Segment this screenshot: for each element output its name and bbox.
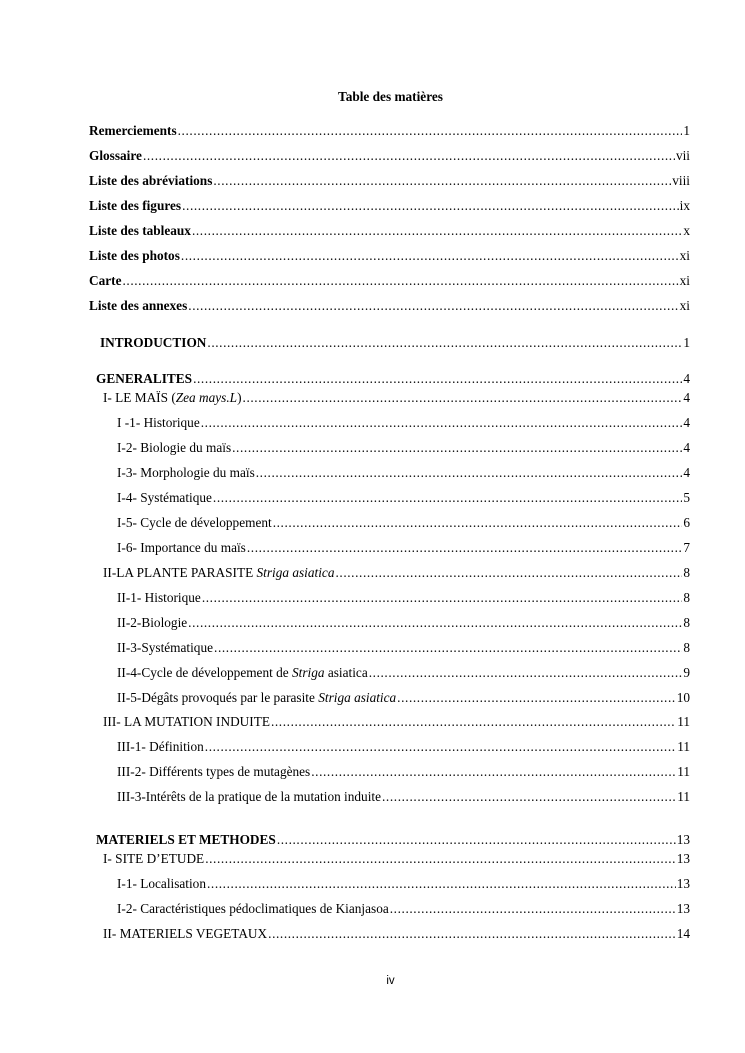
- entry-label: I- LE MAÏS (: [103, 390, 176, 405]
- toc-entry[interactable]: [89, 297, 690, 315]
- entry-label: II-4-Cycle de développement de: [117, 665, 293, 680]
- entry-label: I- SITE D’ETUDE: [103, 851, 205, 866]
- entry-page: 4: [683, 371, 690, 386]
- leader-dots: [268, 925, 676, 943]
- entry-label-after: asiatica: [324, 665, 368, 680]
- entry-label: I-6- Importance du maïs: [117, 540, 246, 555]
- entry-page: 4: [683, 390, 690, 405]
- entry-page: vii: [675, 148, 690, 163]
- toc-entry[interactable]: [89, 272, 690, 290]
- toc-entry[interactable]: [117, 900, 690, 918]
- leader-dots: [205, 738, 676, 756]
- toc-entry[interactable]: [117, 788, 690, 806]
- leader-dots: [182, 197, 679, 215]
- leader-dots: [188, 614, 682, 632]
- toc-entry[interactable]: [89, 247, 690, 265]
- entry-label: INTRODUCTION: [100, 335, 207, 350]
- entry-italic: Striga asiatica: [318, 690, 397, 705]
- entry-page: viii: [672, 173, 690, 188]
- entry-label-after: ): [237, 390, 242, 405]
- leader-dots: [205, 850, 676, 868]
- leader-dots: [243, 389, 683, 407]
- toc-entry[interactable]: [103, 713, 690, 731]
- toc-entry[interactable]: [96, 370, 690, 388]
- entry-page: 4: [683, 440, 690, 455]
- entry-label: III- LA MUTATION INDUITE: [103, 714, 270, 729]
- leader-dots: [214, 639, 682, 657]
- entry-label: III-2- Différents types de mutagènes: [117, 764, 311, 779]
- toc-entry[interactable]: [89, 197, 690, 215]
- entry-label: I-5- Cycle de développement: [117, 515, 272, 530]
- leader-dots: [181, 247, 679, 265]
- entry-label: I -1- Historique: [117, 415, 200, 430]
- leader-dots: [369, 664, 683, 682]
- toc-entry[interactable]: [89, 147, 690, 165]
- entry-label: Liste des annexes: [89, 298, 188, 313]
- entry-label: II-3-Systématique: [117, 640, 214, 655]
- entry-italic: Striga asiatica: [256, 565, 335, 580]
- leader-dots: [271, 713, 676, 731]
- entry-label: Liste des tableaux: [89, 223, 191, 238]
- leader-dots: [193, 370, 682, 388]
- entry-page: 4: [683, 465, 690, 480]
- toc-entry[interactable]: [117, 689, 690, 707]
- leader-dots: [256, 464, 683, 482]
- entry-page: 13: [676, 901, 690, 916]
- entry-page: xi: [679, 248, 690, 263]
- leader-dots: [192, 222, 682, 240]
- leader-dots: [247, 539, 682, 557]
- entry-italic: Striga: [292, 665, 325, 680]
- toc-entry[interactable]: [117, 614, 690, 632]
- toc-entry[interactable]: [117, 589, 690, 607]
- entry-label: III-3-Intérêts de la pratique de la mutation induite: [117, 789, 381, 804]
- entry-label: I-2- Biologie du maïs: [117, 440, 232, 455]
- toc-entry[interactable]: [117, 875, 690, 893]
- entry-label: II-5-Dégâts provoqués par le parasite: [117, 690, 319, 705]
- toc-entry[interactable]: [103, 925, 690, 943]
- toc-entry[interactable]: [117, 738, 690, 756]
- toc-entry[interactable]: [96, 831, 690, 849]
- entry-label: Remerciements: [89, 123, 177, 138]
- toc-entry[interactable]: [89, 122, 690, 140]
- entry-page: 13: [676, 832, 690, 847]
- entry-label: Liste des figures: [89, 198, 182, 213]
- entry-label: Carte: [89, 273, 122, 288]
- entry-page: ix: [679, 198, 690, 213]
- leader-dots: [382, 788, 676, 806]
- page-number-footer: iv: [386, 975, 395, 987]
- leader-dots: [277, 831, 676, 849]
- entry-page: 1: [683, 335, 690, 350]
- toc-entry[interactable]: [103, 564, 690, 582]
- toc-entry[interactable]: [103, 389, 690, 407]
- entry-page: 1: [683, 123, 690, 138]
- toc-entry[interactable]: [89, 222, 690, 240]
- entry-page: 13: [676, 851, 690, 866]
- entry-italic: Zea mays.L: [175, 390, 238, 405]
- page-title: Table des matières: [338, 89, 443, 104]
- leader-dots: [201, 414, 683, 432]
- entry-label: II-1- Historique: [117, 590, 201, 605]
- entry-label: I-3- Morphologie du maïs: [117, 465, 255, 480]
- entry-label: II-2-Biologie: [117, 615, 188, 630]
- entry-label: MATERIELS ET METHODES: [96, 832, 276, 847]
- toc-entry[interactable]: [117, 414, 690, 432]
- entry-page: 10: [676, 690, 690, 705]
- toc-entry[interactable]: [117, 664, 690, 682]
- entry-page: 8: [683, 565, 690, 580]
- toc-entry[interactable]: [117, 514, 690, 532]
- toc-entry[interactable]: [100, 334, 690, 352]
- leader-dots: [213, 172, 671, 190]
- entry-page: 8: [683, 640, 690, 655]
- entry-page: 11: [677, 764, 690, 779]
- entry-page: 11: [677, 714, 690, 729]
- leader-dots: [273, 514, 683, 532]
- entry-label: III-1- Définition: [117, 739, 204, 754]
- entry-label: I-2- Caractéristiques pédoclimatiques de Kianjasoa: [117, 901, 389, 916]
- entry-page: 9: [683, 665, 690, 680]
- entry-page: 6: [683, 515, 690, 530]
- leader-dots: [397, 689, 676, 707]
- leader-dots: [178, 122, 683, 140]
- entry-page: 13: [676, 876, 690, 891]
- entry-page: 7: [683, 540, 690, 555]
- entry-page: 11: [677, 789, 690, 804]
- toc-entry[interactable]: [117, 539, 690, 557]
- toc-entry[interactable]: [103, 850, 690, 868]
- toc-entry[interactable]: [117, 464, 690, 482]
- entry-label: GENERALITES: [96, 371, 193, 386]
- leader-dots: [232, 439, 682, 457]
- toc-entry[interactable]: [117, 489, 690, 507]
- entry-label: I-1- Localisation: [117, 876, 206, 891]
- entry-label: I-4- Systématique: [117, 490, 212, 505]
- entry-page: 14: [676, 926, 690, 941]
- leader-dots: [335, 564, 682, 582]
- entry-page: 8: [683, 615, 690, 630]
- leader-dots: [311, 763, 676, 781]
- leader-dots: [202, 589, 683, 607]
- entry-page: 5: [683, 490, 690, 505]
- leader-dots: [207, 334, 682, 352]
- entry-label: Glossaire: [89, 148, 142, 163]
- entry-page: xi: [679, 298, 690, 313]
- entry-page: 11: [677, 739, 690, 754]
- entry-label: Liste des abréviations: [89, 173, 213, 188]
- entry-page: xi: [679, 273, 690, 288]
- leader-dots: [122, 272, 678, 290]
- toc-entry[interactable]: [89, 172, 690, 190]
- entry-label: Liste des photos: [89, 248, 180, 263]
- entry-label: II- MATERIELS VEGETAUX: [103, 926, 268, 941]
- toc-entry[interactable]: [117, 763, 690, 781]
- leader-dots: [207, 875, 676, 893]
- leader-dots: [390, 900, 676, 918]
- toc-entry[interactable]: [117, 439, 690, 457]
- leader-dots: [143, 147, 675, 165]
- toc-entry[interactable]: [117, 639, 690, 657]
- leader-dots: [213, 489, 682, 507]
- entry-page: 4: [683, 415, 690, 430]
- leader-dots: [188, 297, 678, 315]
- entry-page: 8: [683, 590, 690, 605]
- entry-label: II-LA PLANTE PARASITE: [103, 565, 257, 580]
- entry-page: x: [683, 223, 690, 238]
